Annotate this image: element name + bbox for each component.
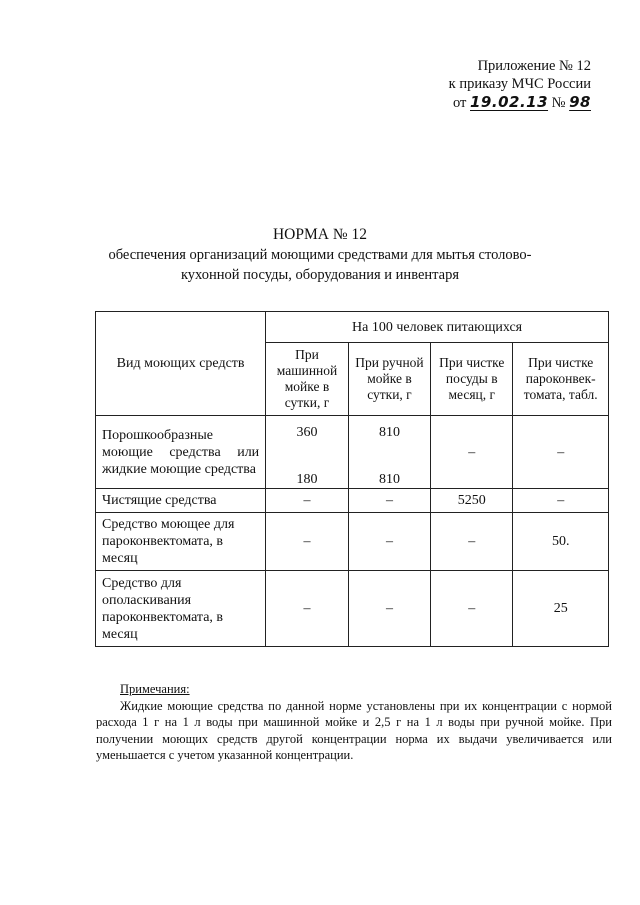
header-steamer-cleaning: При чистке пароконвек-томата, табл. (513, 343, 609, 416)
cell-machine: – (266, 571, 349, 647)
cell-manual: – (348, 571, 430, 647)
cell-value: 180 (296, 472, 318, 487)
number-prefix: № (551, 95, 566, 111)
date-prefix: от (452, 95, 467, 111)
notes-text: Жидкие моющие средства по данной норме установлены при их концентрации с нормой расхода 1 г на 1 л воды при машинной мойке и 2,5 г на 1 л воды при ручной мойке. При получении моющих средств другой концентрации норма их выдачи увеличивается или уменьшается с учетом указанной концентрации. (96, 698, 612, 762)
table-row (96, 489, 609, 513)
header-group-per-100: На 100 человек питающихся (266, 312, 609, 343)
handwritten-order-number: 98 (569, 93, 591, 111)
handwritten-date: 19.02.13 (470, 93, 549, 111)
cell-dishes: 5250 (431, 489, 513, 513)
cell-dishes: – (431, 571, 513, 647)
notes-section (96, 681, 612, 764)
row-name: Порошкообразные моющие средства или жидкие моющие средства (96, 416, 266, 489)
cell-steamer: – (513, 489, 609, 513)
cell-steamer: – (513, 416, 609, 489)
header-detergent-type: Вид моющих средств (96, 312, 266, 416)
cell-manual (348, 416, 430, 489)
header-manual-wash: При ручной мойке в сутки, г (348, 343, 430, 416)
cell-manual: – (348, 513, 430, 571)
table-header-row (96, 312, 609, 343)
cell-dishes: – (431, 416, 513, 489)
document-subtitle: обеспечения организаций моющими средствами для мытья столово-кухонной посуды, оборудования и инвентаря (108, 247, 532, 283)
document-title: НОРМА № 12 (272, 226, 368, 243)
cell-machine (266, 416, 349, 489)
cell-machine: – (266, 513, 349, 571)
cell-steamer: 50. (513, 513, 609, 571)
cell-value: 360 (296, 425, 318, 440)
cell-value: 810 (378, 425, 400, 440)
cell-value: 810 (378, 472, 400, 487)
row-name: Чистящие средства (96, 489, 266, 513)
cell-machine: – (266, 489, 349, 513)
appendix-header (449, 57, 591, 112)
table-row (96, 416, 609, 489)
norms-table (95, 311, 609, 647)
row-name: Средство моющее для пароконвектомата, в месяц (96, 513, 266, 571)
order-reference: к приказу МЧС России (448, 76, 591, 92)
appendix-number: Приложение № 12 (477, 58, 591, 74)
row-name: Средство для ополаскивания пароконвектомата, в месяц (96, 571, 266, 647)
cell-dishes: – (431, 513, 513, 571)
order-date-line (449, 93, 591, 112)
table-row (96, 571, 609, 647)
header-machine-wash: При машинной мойке в сутки, г (266, 343, 349, 416)
cell-manual: – (348, 489, 430, 513)
header-dish-cleaning: При чистке посуды в месяц, г (431, 343, 513, 416)
table-row (96, 513, 609, 571)
notes-heading: Примечания: (120, 682, 190, 696)
cell-steamer: 25 (513, 571, 609, 647)
